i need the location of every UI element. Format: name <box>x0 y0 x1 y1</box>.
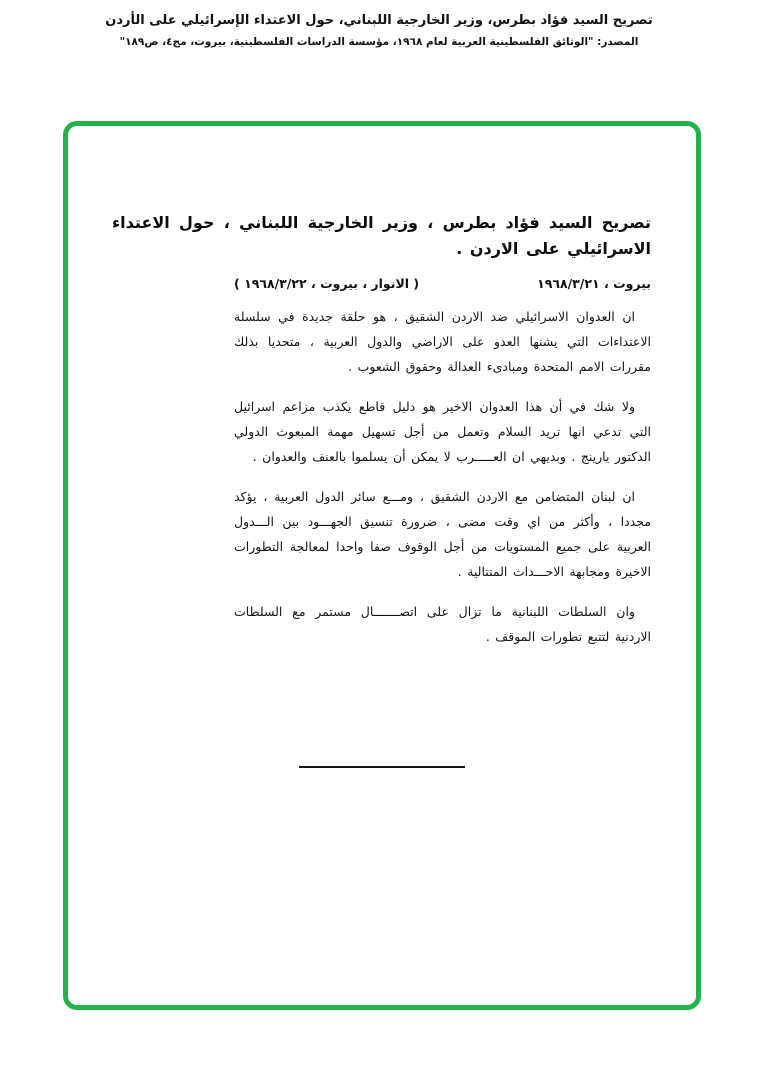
dateline <box>234 276 651 291</box>
document-body <box>234 276 651 649</box>
page-header <box>0 13 758 48</box>
paragraph-4: وان السلطات اللبنانية ما تزال على اتصـــــــال مستمر مع السلطات الاردنية لتتبع تطورات الموقف . <box>234 604 651 645</box>
document-title: تصريح السيد فؤاد بطرس ، وزير الخارجية اللبناني ، حول الاعتداء الاسرائيلي على الاردن . <box>112 213 651 258</box>
document-scan <box>68 126 696 1005</box>
paragraph-3: ان لبنان المتضامن مع الاردن الشقيق ، ومـــع سائر الدول العربية ، يؤكد مجددا ، وأكثر من اي وقت مضى ، ضرورة تنسيق الجهـــود بين الـــدول العربية على جميع المستويات من أجل الوقوف صفا واحدا لمعالجة التطورات الاخيرة ومجابهة الاحـــداث المتتالية . <box>234 489 651 580</box>
dateline-place-date: بيروت ، ١٩٦٨/٣/٢١ <box>537 276 651 292</box>
end-divider <box>299 766 465 768</box>
paragraph-2: ولا شك في أن هذا العدوان الاخير هو دليل قاطع يكذب مزاعم اسرائيل التي تدعي انها تريد السلام وتعمل من أجل تسهيل مهمة المبعوث الدولي الدكتور يارينج . وبديهي ان العـــــرب لا يمكن أن يسلموا بالعنف والعدوان . <box>234 399 651 465</box>
document-frame <box>63 121 701 1010</box>
source-citation: المصدر: "الوثائق الفلسطينية العربية لعام ١٩٦٨، مؤسسة الدراسات الفلسطينية، بيروت، مج٤، ص١٨٩" <box>119 36 639 48</box>
dateline-publication: ( الانوار ، بيروت ، ١٩٦٨/٣/٢٢ ) <box>234 276 420 292</box>
paragraph-1: ان العدوان الاسرائيلي ضد الاردن الشقيق ، هو حلقة جديدة في سلسلة الاعتداءات التي يشنها العدو على الاراضي والدول العربية ، متحديا بذلك مقررات الامم المتحدة ومبادىء العدالة وحقوق الشعوب . <box>234 309 651 375</box>
page-title: تصريح السيد فؤاد بطرس، وزير الخارجية اللبناني، حول الاعتداء الإسرائيلي على الأردن <box>105 13 653 28</box>
